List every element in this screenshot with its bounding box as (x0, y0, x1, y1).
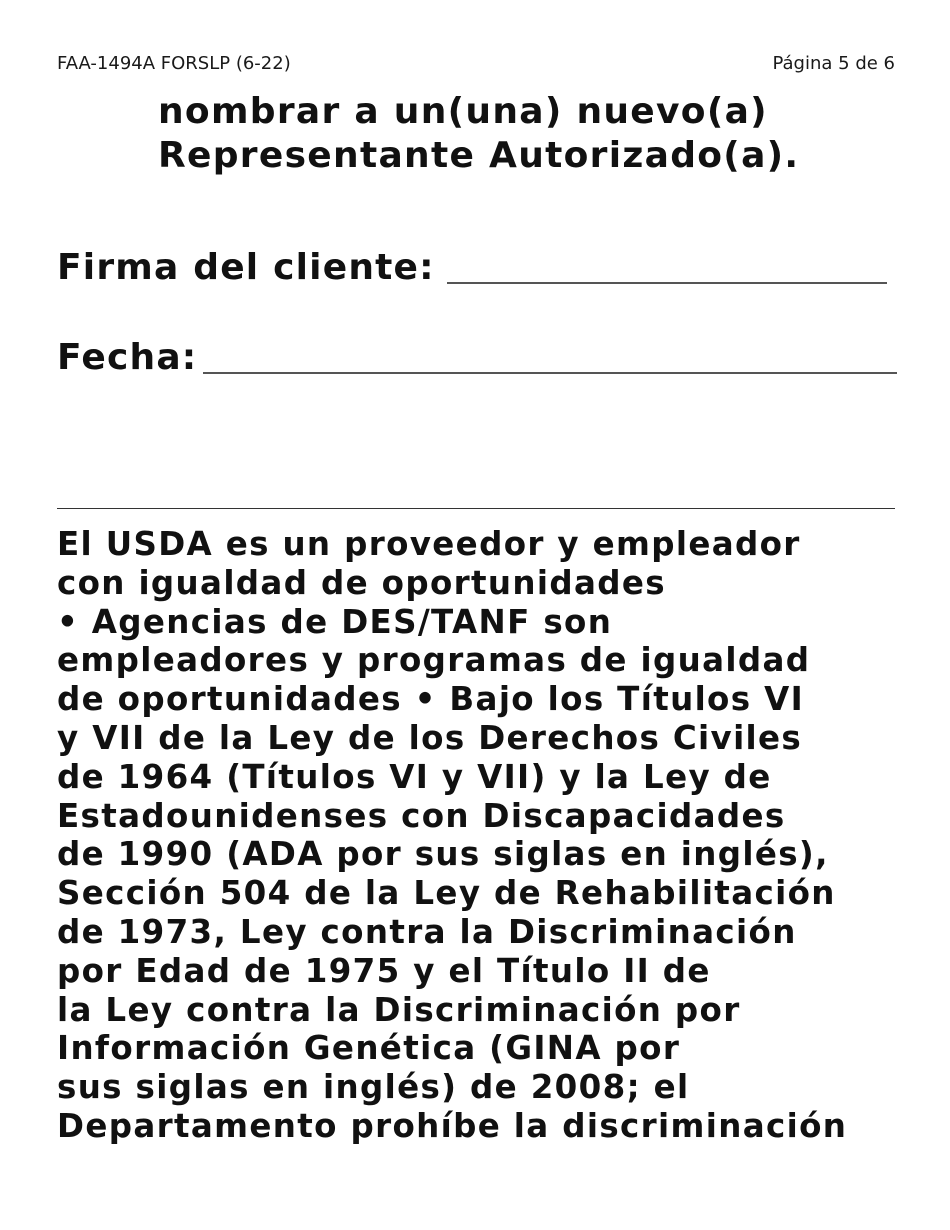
statement-line: por Edad de 1975 y el Título II de (57, 951, 711, 990)
statement-line: de oportunidades • Bajo los Títulos VI (57, 680, 805, 719)
intro-heading (158, 90, 799, 178)
client-signature-row (57, 248, 887, 288)
statement-line: con igualdad de oportunidades (57, 563, 666, 602)
statement-line: empleadores y programas de igualdad (57, 641, 811, 680)
statement-line: la Ley contra la Discriminación por (57, 990, 741, 1029)
client-signature-field[interactable] (447, 281, 887, 284)
statement-line: Departamento prohíbe la discriminación (57, 1106, 848, 1145)
statement-line: de 1973, Ley contra la Discriminación (57, 912, 797, 951)
statement-line: y VII de la Ley de los Derechos Civiles (57, 718, 803, 757)
intro-line: Representante Autorizado(a). (158, 135, 800, 176)
date-label: Fecha: (57, 337, 198, 378)
statement-line: sus siglas en inglés) de 2008; el (57, 1068, 690, 1107)
intro-line: nombrar a un(una) nuevo(a) (158, 91, 768, 132)
statement-line: Estadounidenses con Discapacidades (57, 796, 786, 835)
form-id: FAA-1494A FORSLP (6-22) (57, 53, 291, 74)
page-number: Página 5 de 6 (772, 53, 895, 74)
statement-line: Sección 504 de la Ley de Rehabilitación (57, 874, 836, 913)
statement-line: Información Genética (GINA por (57, 1029, 681, 1068)
statement-line: El USDA es un proveedor y empleador (57, 525, 801, 563)
statement-line: de 1964 (Títulos VI y VII) y la Ley de (57, 757, 772, 796)
section-divider (57, 508, 895, 509)
date-field[interactable] (203, 371, 897, 374)
nondiscrimination-statement (57, 525, 887, 1146)
page-header (57, 52, 895, 76)
client-signature-label: Firma del cliente: (57, 247, 435, 288)
statement-line: de 1990 (ADA por sus siglas en inglés), (57, 835, 829, 874)
statement-line: • Agencias de DES/TANF son (57, 602, 613, 641)
date-row (57, 338, 897, 378)
